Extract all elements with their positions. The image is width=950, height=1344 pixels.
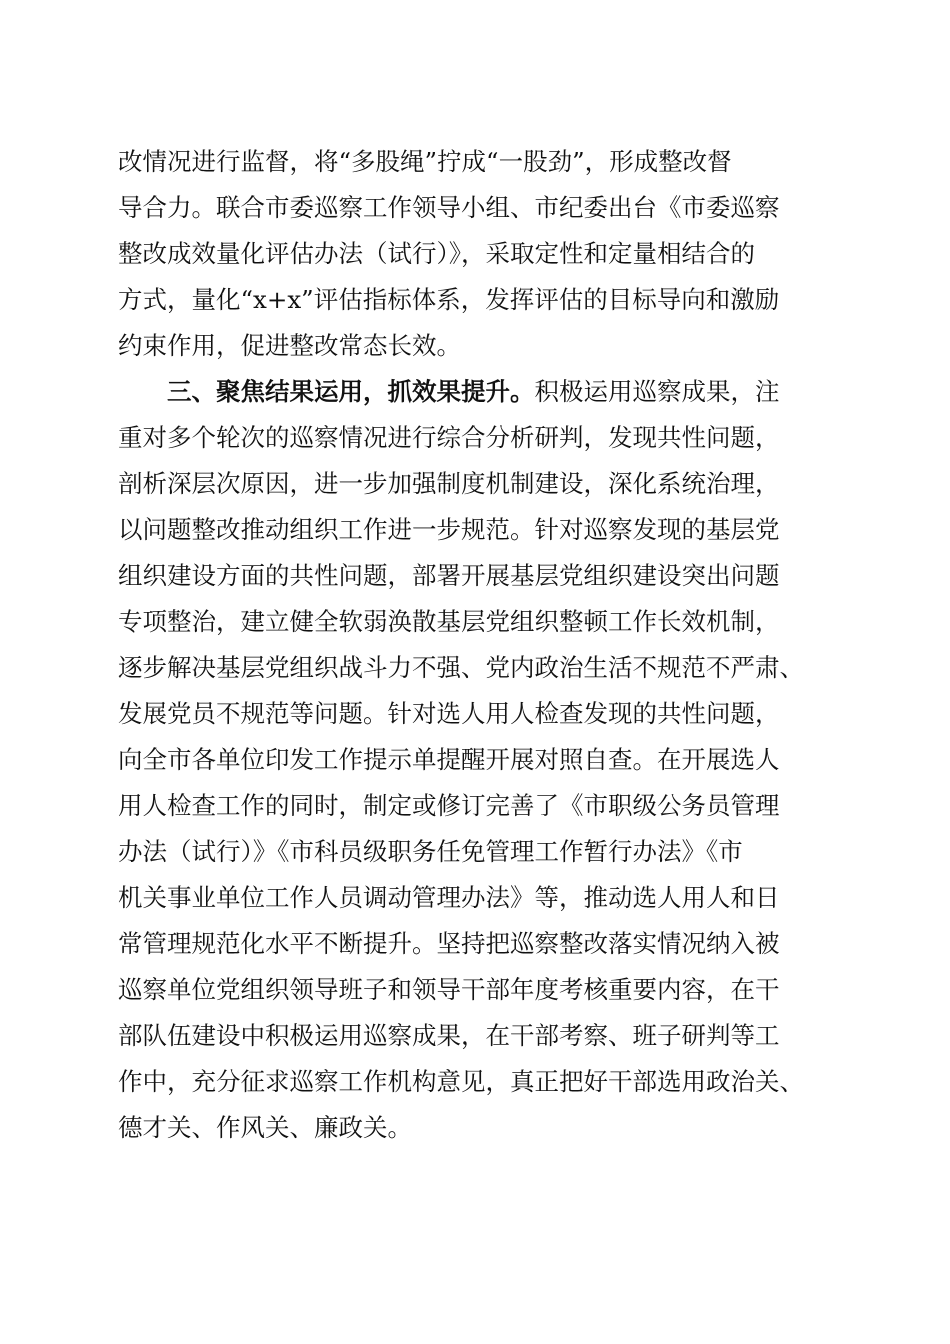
text-line (118, 1113, 412, 1143)
line-text: 整改成效量化评估办法（试行）》，采取定性和定量相结合的 (118, 239, 755, 268)
line-text: 逐步解决基层党组织战斗力不强、党内政治生活不规范不严肃、 (118, 653, 804, 682)
text-line (118, 975, 780, 1005)
text-line (118, 423, 780, 453)
line-text: 重对多个轮次的巡察情况进行综合分析研判，发现共性问题， (118, 423, 780, 452)
text-line (118, 653, 804, 683)
text-line (118, 285, 779, 315)
line-text: 组织建设方面的共性问题，部署开展基层党组织建设突出问题 (118, 561, 780, 590)
line-text: 办法（试行）》《市科员级职务任免管理工作暂行办法》《市 (118, 837, 743, 866)
text-line (118, 331, 461, 361)
line-text: 剖析深层次原因，进一步加强制度机制建设，深化系统治理， (118, 469, 780, 498)
line-text: 德才关、作风关、廉政关。 (118, 1113, 412, 1142)
text-line (118, 1021, 780, 1051)
text-line (118, 561, 780, 591)
line-text: 向全市各单位印发工作提示单提醒开展对照自查。在开展选人 (118, 745, 780, 774)
text-line (118, 1067, 804, 1097)
text-line (118, 883, 780, 913)
text-line (118, 929, 780, 959)
line-text: 机关事业单位工作人员调动管理办法》等，推动选人用人和日 (118, 883, 780, 912)
line-text: 积极运用巡察成果，注 (534, 377, 780, 406)
line-text: 专项整治，建立健全软弱涣散基层党组织整顿工作长效机制， (118, 607, 780, 636)
line-text: 改情况进行监督，将“多股绳”拧成“一股劲”，形成整改督 (118, 147, 732, 176)
line-text: 以问题整改推动组织工作进一步规范。针对巡察发现的基层党 (118, 515, 780, 544)
line-text: 发展党员不规范等问题。针对选人用人检查发现的共性问题， (118, 699, 780, 728)
text-line (118, 699, 780, 729)
line-text: 约束作用，促进整改常态长效。 (118, 331, 461, 360)
line-text: 导合力。联合市委巡察工作领导小组、市纪委出台《市委巡察 (118, 193, 780, 222)
text-line (118, 515, 780, 545)
text-line (167, 377, 780, 407)
line-text: 方式，量化“x+x”评估指标体系，发挥评估的目标导向和激励 (118, 285, 780, 314)
line-text: 部队伍建设中积极运用巡察成果，在干部考察、班子研判等工 (118, 1021, 780, 1050)
line-text: 用人检查工作的同时，制定或修订完善了《市职级公务员管理 (118, 791, 780, 820)
line-text: 作中，充分征求巡察工作机构意见，真正把好干部选用政治关、 (118, 1067, 804, 1096)
text-line (118, 607, 780, 637)
text-line (118, 147, 732, 177)
text-line (118, 239, 755, 269)
text-line (118, 791, 780, 821)
line-text: 常管理规范化水平不断提升。坚持把巡察整改落实情况纳入被 (118, 929, 780, 958)
text-line (118, 745, 780, 775)
text-line (118, 837, 743, 867)
text-line (118, 469, 780, 499)
section-heading: 三、聚焦结果运用，抓效果提升。 (167, 377, 535, 406)
line-text: 巡察单位党组织领导班子和领导干部年度考核重要内容，在干 (118, 975, 780, 1004)
text-line (118, 193, 780, 223)
